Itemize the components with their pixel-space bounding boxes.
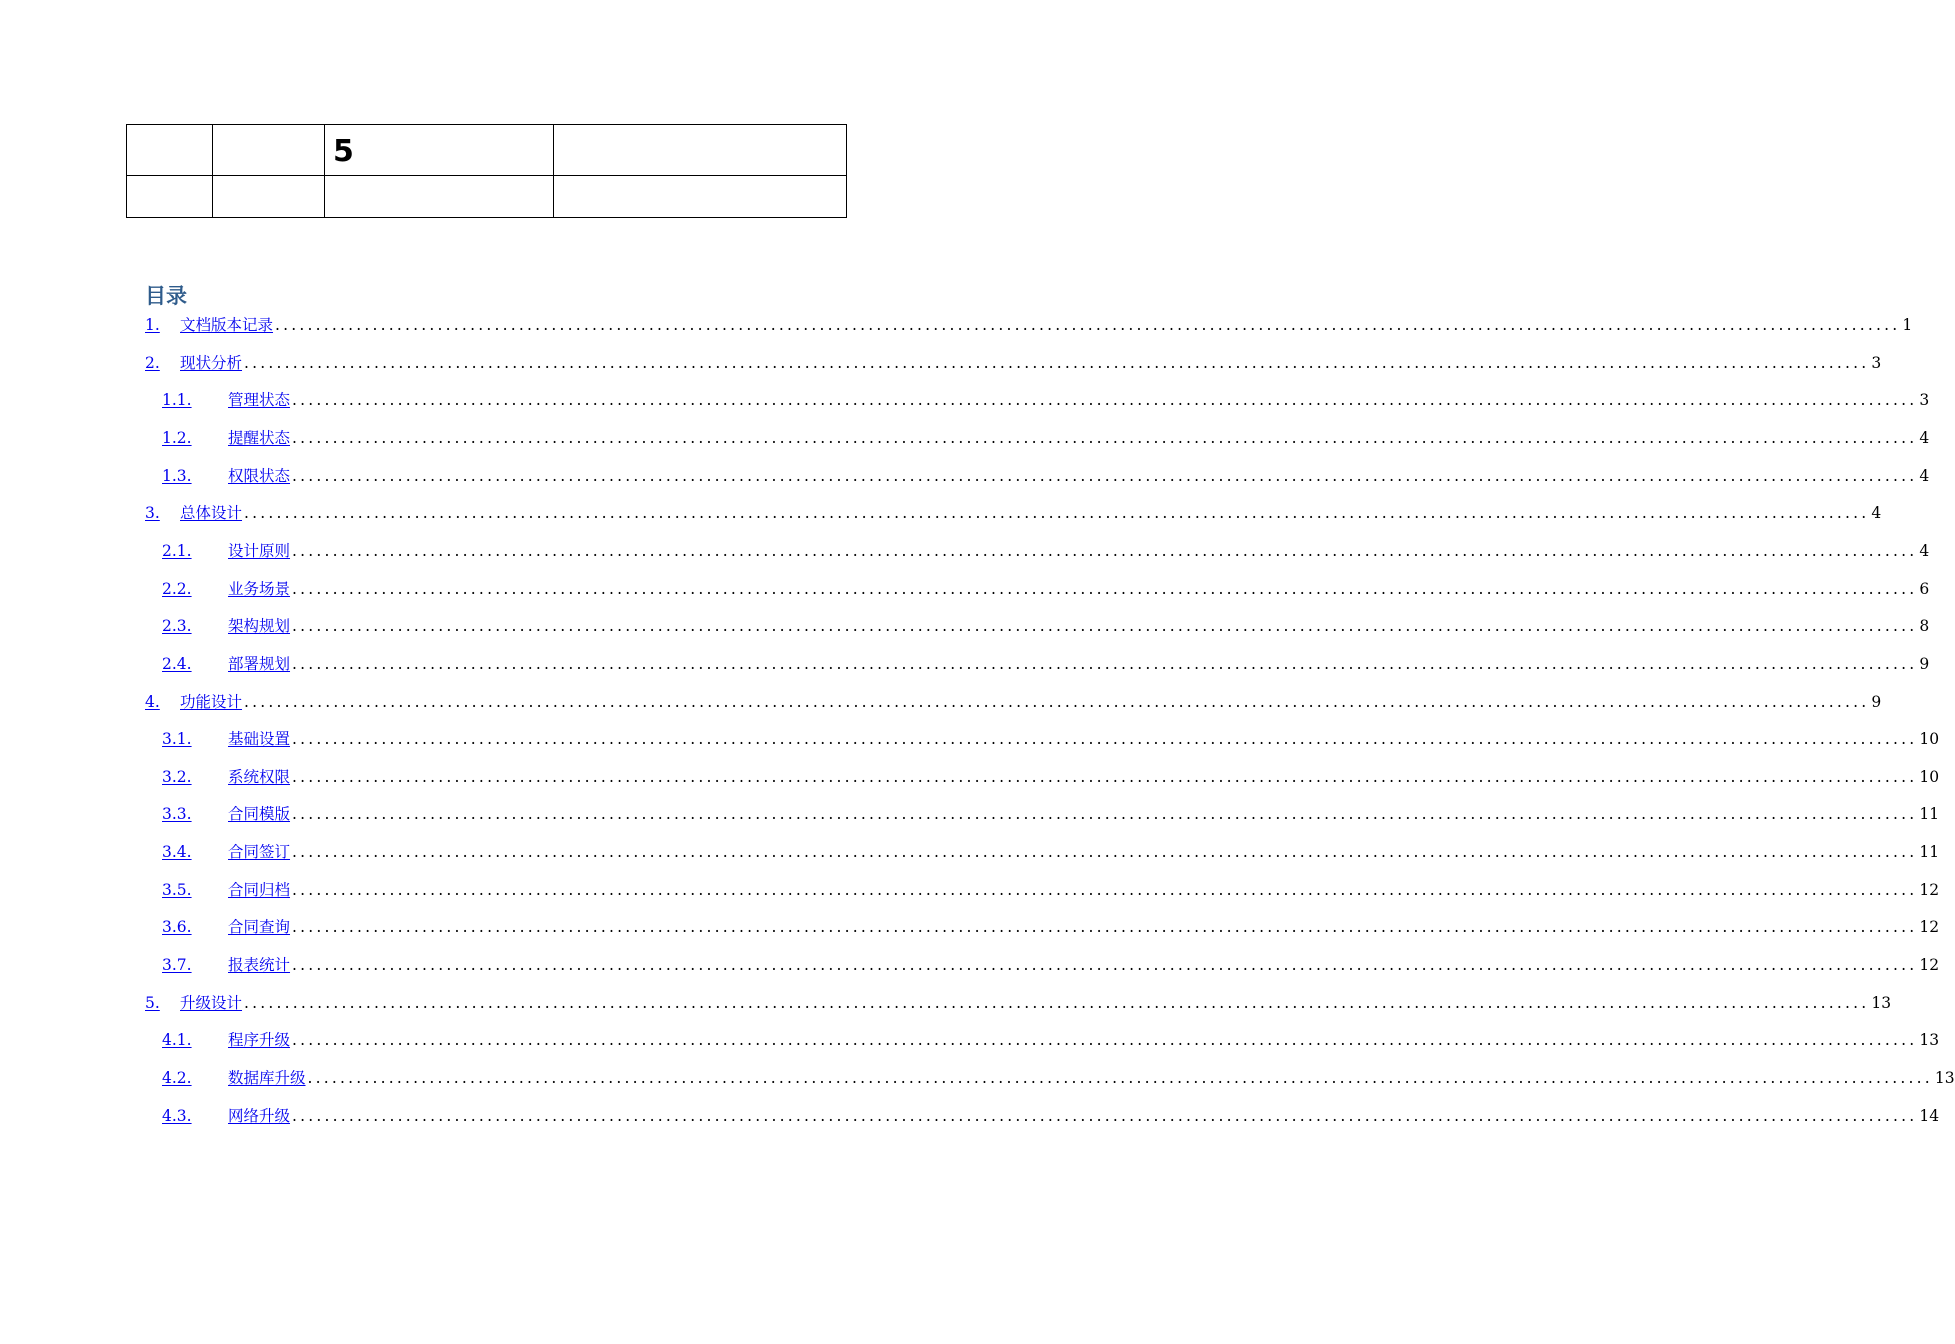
toc-entry-page-number: 12 [1919,880,1940,899]
table-cell [325,125,554,176]
toc-entry-page-number: 1 [1902,316,1913,334]
toc-entry-number[interactable]: 4.3. [162,1106,192,1125]
toc-entry-number[interactable]: 1.2. [162,428,192,447]
table-cell [127,125,213,176]
toc-entry-page-number: 8 [1919,617,1930,636]
table-cell [213,125,325,176]
toc-title: 目录 [145,284,187,308]
toc-entry-title-link[interactable]: 合同归档 [228,880,291,899]
toc-entry[interactable] [145,688,1882,712]
toc-entry-title-link[interactable]: 业务场景 [228,579,291,598]
toc-entry[interactable] [162,575,1930,599]
toc-entry[interactable] [162,763,1940,787]
toc-entry-title-link[interactable]: 基础设置 [228,730,291,749]
toc-entry[interactable] [162,424,1930,448]
toc-leader-dots: ........................................................................................................................................................................................................ [292,730,1918,749]
table-cell [554,176,847,218]
toc-entry[interactable] [162,876,1940,900]
toc-entry[interactable] [162,1026,1940,1050]
toc-leader-dots: ........................................................................................................................................................................................................ [292,918,1918,937]
toc-entry-page-number: 4 [1919,466,1930,485]
toc-entry-number[interactable]: 3.7. [162,956,192,975]
toc-leader-dots: ........................................................................................................................................................................................................ [292,541,1918,560]
toc-entry-number[interactable]: 5. [145,993,160,1012]
toc-entry-title-link[interactable]: 权限状态 [228,466,291,485]
toc-entry-title-link[interactable]: 程序升级 [228,1031,291,1050]
toc-entry[interactable] [162,462,1930,486]
toc-leader-dots: ........................................................................................................................................................................................................ [292,466,1918,485]
toc-leader-dots: ........................................................................................................................................................................................................ [292,1106,1918,1125]
toc-entry[interactable] [145,349,1882,373]
toc-entry-number[interactable]: 3.1. [162,730,192,749]
toc-entry-number[interactable]: 1.3. [162,466,192,485]
toc-entry-page-number: 10 [1919,767,1940,786]
toc-entry-number[interactable]: 4.1. [162,1031,192,1050]
toc-entry-title-link[interactable]: 总体设计 [180,504,243,523]
toc-entry-title-link[interactable]: 升级设计 [180,993,243,1012]
toc-leader-dots: ........................................................................................................................................................................................................ [292,617,1918,636]
toc-entry[interactable] [162,913,1940,937]
toc-entry-page-number: 14 [1919,1106,1940,1125]
toc-leader-dots: ........................................................................................................................................................................................................ [292,1031,1918,1050]
toc-entry[interactable] [162,725,1940,749]
toc-entry-title-link[interactable]: 功能设计 [180,692,243,711]
toc-entry-title-link[interactable]: 合同签订 [228,843,291,862]
toc-entry[interactable] [162,386,1930,410]
toc-entry[interactable] [162,612,1930,636]
toc-entry-number[interactable]: 2.1. [162,541,192,560]
toc-entry-number[interactable]: 3.4. [162,843,192,862]
toc-entry-number[interactable]: 2.2. [162,579,192,598]
toc-entry-page-number: 4 [1919,541,1930,560]
toc-entry-number[interactable]: 3.5. [162,880,192,899]
toc-entry-page-number: 13 [1871,993,1892,1012]
toc-entry-number[interactable]: 3.6. [162,918,192,937]
toc-entry[interactable] [162,951,1940,975]
toc-entry-title-link[interactable]: 文档版本记录 [180,316,274,334]
toc-entry-page-number: 13 [1934,1069,1955,1087]
version-table [126,124,847,218]
toc-leader-dots: ........................................................................................................................................................................................................ [307,1069,1933,1087]
toc-entry-number[interactable]: 2.4. [162,654,192,673]
toc-entry-number[interactable]: 2.3. [162,617,192,636]
toc-leader-dots: ........................................................................................................................................................................................................ [292,767,1918,786]
toc-entry[interactable] [162,1064,1955,1088]
toc-leader-dots: ........................................................................................................................................................................................................ [292,805,1918,824]
table-row [127,125,847,176]
toc-entry-title-link[interactable]: 系统权限 [228,767,291,786]
toc-entry-title-link[interactable]: 管理状态 [228,391,291,410]
toc-entry[interactable] [162,650,1930,674]
toc-entry[interactable] [162,537,1930,561]
toc-entry[interactable] [162,800,1940,824]
toc-entry-page-number: 11 [1919,843,1940,862]
toc-leader-dots: ........................................................................................................................................................................................................ [244,993,1870,1012]
toc-leader-dots: ........................................................................................................................................................................................................ [292,579,1918,598]
toc-entry-number[interactable]: 3.2. [162,767,192,786]
toc-leader-dots: ........................................................................................................................................................................................................ [292,843,1918,862]
toc-entry-page-number: 13 [1919,1031,1940,1050]
toc-leader-dots: ........................................................................................................................................................................................................ [292,428,1918,447]
toc-entry-number[interactable]: 3.3. [162,805,192,824]
table-cell [325,176,554,218]
toc-entry-number[interactable]: 1.1. [162,391,192,410]
toc-leader-dots: ........................................................................................................................................................................................................ [292,391,1918,410]
toc-entry[interactable] [145,989,1892,1013]
version-number: 5 [333,133,354,169]
toc-entry[interactable] [162,1102,1940,1126]
toc-entry-title-link[interactable]: 提醒状态 [228,428,291,447]
toc-leader-dots: ........................................................................................................................................................................................................ [292,880,1918,899]
table-cell [127,176,213,218]
toc-entry-page-number: 10 [1919,730,1940,749]
toc-entry-title-link[interactable]: 部署规划 [228,654,291,673]
table-cell [554,125,847,176]
toc-leader-dots: ........................................................................................................................................................................................................ [292,956,1918,975]
toc-entry-page-number: 6 [1919,579,1930,598]
toc-entry-number[interactable]: 4.2. [162,1069,192,1087]
toc-entry[interactable] [145,499,1882,523]
toc-entry-number[interactable]: 2. [145,353,160,372]
toc-entry-page-number: 12 [1919,956,1940,975]
table-cell [213,176,325,218]
toc-entry-title-link[interactable]: 网络升级 [228,1106,291,1125]
toc-entry-page-number: 4 [1919,428,1930,447]
toc-entry-title-link[interactable]: 设计原则 [228,541,291,560]
table-row [127,176,847,218]
toc-entry-page-number: 9 [1919,654,1930,673]
toc-entry-page-number: 3 [1919,391,1930,410]
toc-entry-number[interactable]: 4. [145,692,160,711]
toc-entry-page-number: 12 [1919,918,1940,937]
toc-entry[interactable] [162,838,1940,862]
toc-entry-number[interactable]: 3. [145,504,160,523]
toc-entry-title-link[interactable]: 架构规划 [228,617,291,636]
toc-entry-page-number: 9 [1871,692,1882,711]
toc-entry-title-link[interactable]: 报表统计 [228,956,291,975]
toc-leader-dots: ........................................................................................................................................................................................................ [275,316,1901,334]
toc-entry-page-number: 11 [1919,805,1940,824]
toc-entry-title-link[interactable]: 合同查询 [228,918,291,937]
toc-entry-page-number: 3 [1871,353,1882,372]
toc-leader-dots: ........................................................................................................................................................................................................ [244,692,1870,711]
toc-entry-title-link[interactable]: 现状分析 [180,353,243,372]
toc-leader-dots: ........................................................................................................................................................................................................ [244,504,1870,523]
toc-leader-dots: ........................................................................................................................................................................................................ [292,654,1918,673]
toc-entry[interactable] [145,311,1913,335]
toc-entry-title-link[interactable]: 合同模版 [228,805,291,824]
toc-entry-title-link[interactable]: 数据库升级 [228,1069,306,1087]
toc-entry-page-number: 4 [1871,504,1882,523]
toc-entry-number[interactable]: 1. [145,316,160,334]
toc-leader-dots: ........................................................................................................................................................................................................ [244,353,1870,372]
